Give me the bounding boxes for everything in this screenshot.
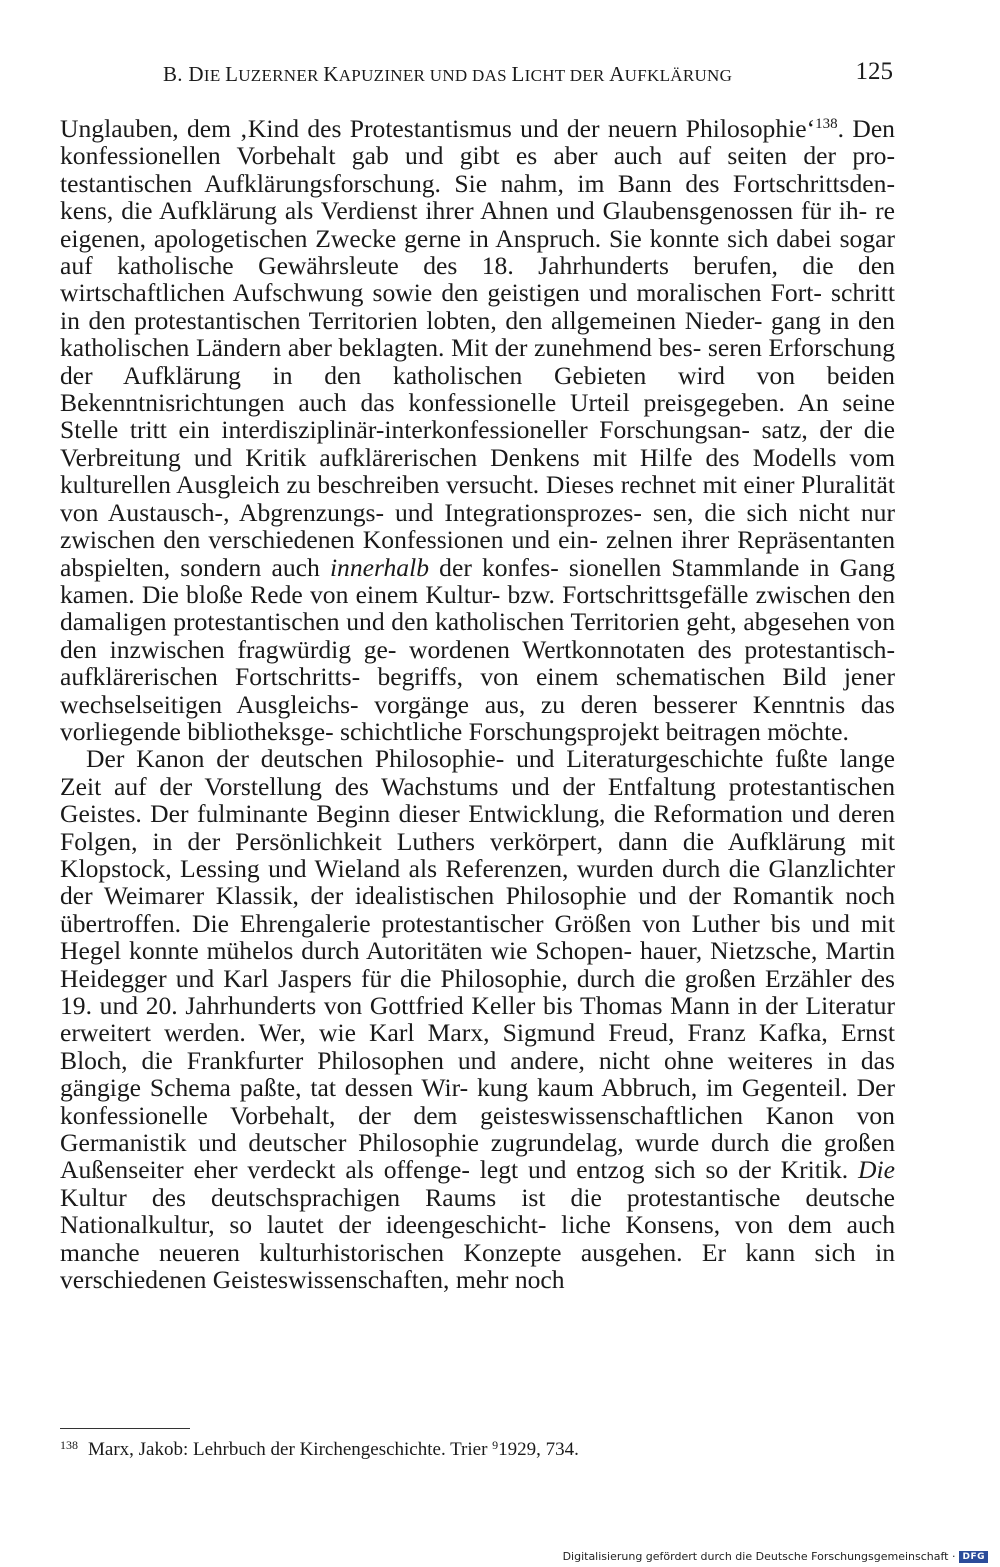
italic-emphasis: Die [858, 1155, 895, 1185]
title-cap: L [511, 62, 525, 86]
text-line: wirtschaftlichen Aufschwung sowie den geistigen und moralischen Fort- [60, 278, 822, 308]
footnote-divider [60, 1428, 190, 1429]
text-line: An seine Stelle tritt ein interdisziplinär-interkonfessioneller Forschungsan- [60, 388, 896, 445]
text-line: schritt in den protestantischen Territorien lobten, den allgemeinen Nieder- [60, 278, 895, 335]
italic-emphasis: innerhalb [329, 552, 430, 582]
text-line: Modells vom kulturellen Ausgleich zu beschreiben versucht. Dieses rechnet [60, 442, 895, 500]
text-line: ist die protestantische deutsche Nationalkultur, so lautet der ideengeschicht- [60, 1182, 895, 1240]
title-smallcaps: ICHT DER [524, 66, 610, 85]
footnote-138 [60, 1438, 895, 1462]
text-punct: . [837, 114, 845, 143]
text-line: ausgehen. Er kann sich in verschiedenen Geisteswissenschaften, mehr noch [60, 1237, 895, 1295]
page-number: 125 [855, 58, 893, 85]
text-line: schichtliche Forschungsprojekt beitragen möchte. [340, 716, 849, 746]
dfg-logo-icon: DFG [959, 1551, 988, 1563]
text-line: hauer, Nietzsche, Martin Heidegger und Karl Jaspers für die Philosophie, [60, 936, 895, 993]
text-line: re eigenen, apologetischen Zwecke gerne in Anspruch. Sie konnte sich dabei [60, 196, 895, 253]
text-line: Den konfessionellen Vorbehalt gab und gibt es aber auch auf seiten der pro- [60, 114, 895, 171]
text-line: sen, die sich nicht nur zwischen den verschiedenen Konfessionen und ein- [60, 497, 895, 555]
text-line: zugrundelag, wurde durch die großen Außenseiter eher verdeckt als offenge- [60, 1128, 896, 1185]
footnote-text: 1929, 734. [498, 1439, 579, 1460]
title-smallcaps: APUZINER UND DAS [338, 66, 512, 85]
title-cap: A [609, 62, 625, 86]
text-line: sogar auf katholische Gewährsleute des 18. Jahrhunderts berufen, die den [60, 223, 896, 281]
text-line: durch die großen Erzähler des 19. und 20. Jahrhunderts von Gottfried Keller [60, 963, 895, 1020]
text-line: deren Folgen, in der Persönlichkeit Luthers verkörpert, dann die Aufklärung [60, 799, 895, 856]
text-line: seren Erforschung der Aufklärung in den katholischen Gebieten wird von [60, 333, 896, 390]
text-line: Sigmund Freud, Franz Kafka, Ernst Bloch, die Frankfurter Philosophen und [60, 1018, 895, 1075]
text-line: katholischen Territorien geht, abgesehen von den inzwischen fragwürdig ge- [60, 607, 895, 664]
text-line: mit Klopstock, Lessing und Wieland als Referenzen, wurden durch die [60, 826, 896, 883]
text-line: Zeit auf der Vorstellung des Wachstums und der Entfaltung protestantischen [60, 771, 895, 801]
funding-credit [563, 1550, 988, 1563]
text-line: kens, die Aufklärung als Verdienst ihrer Ahnen und Glaubensgenossen für ih- [60, 196, 868, 226]
text-line: bis Thomas Mann in der Literatur erweitert werden. Wer, wie Karl Marx, [60, 991, 895, 1048]
running-title [163, 62, 732, 87]
text-line: Unglauben, dem ‚Kind des Protestantismus und der neuern Philosophie‘ [60, 114, 816, 143]
text-line: legt und entzog sich so der Kritik. [479, 1155, 859, 1185]
title-smallcaps: IE [203, 66, 226, 85]
title-cap: K [323, 62, 339, 86]
text-line: liche Konsens, von dem auch manche neueren kulturhistorischen Konzepte [60, 1210, 895, 1267]
text-line: Glanzlichter der Weimarer Klassik, der idealistischen Philosophie und der [60, 853, 895, 911]
page-header [60, 60, 893, 94]
text-line: Kultur des deutschsprachigen Raums [60, 1182, 497, 1212]
footnote-reference[interactable]: 138 [815, 116, 838, 132]
footnote-text: Marx, Jakob: Lehrbuch der Kirchengeschichte. Trier [88, 1439, 493, 1460]
title-cap: L [225, 62, 239, 86]
credit-text: Digitalisierung gefördert durch die Deutsche Forschungsgemeinschaft · [562, 1550, 956, 1563]
text-line: Romantik noch übertroffen. Die Ehrengalerie protestantischer Größen von [60, 881, 895, 938]
text-line: sionellen Stammlande in Gang kamen. Die bloße Rede von einem Kultur- [60, 552, 896, 609]
text-line: Geistes. Der fulminante Beginn dieser Entwicklung, die Reformation und [60, 799, 830, 829]
text-line: zelnen ihrer Repräsentanten abspielten, sondern auch [60, 525, 896, 582]
footnote-number: 138 [60, 1438, 78, 1452]
title-smallcaps: UZERNER [238, 66, 324, 85]
text-line: bzw. Fortschrittsgefälle zwischen den damaligen protestantischen und den [60, 579, 896, 637]
title-cap: B. D [163, 62, 204, 86]
text-line: gang in den katholischen Ländern aber beklagten. Mit der zunehmend bes- [60, 305, 895, 363]
text-line: mit einer Pluralität von Austausch-, Abgrenzungs- und Integrationsprozes- [60, 470, 895, 527]
paragraph-1 [60, 115, 895, 745]
body-text [60, 115, 895, 1293]
edition-superscript: 9 [492, 1438, 499, 1452]
text-line: satz, der die Verbreitung und Kritik aufklärerischen Denkens mit Hilfe des [60, 415, 895, 472]
text-line: begriffs, von einem schematischen Bild jener wechselseitigen Ausgleichs- [60, 662, 895, 719]
title-smallcaps: UFKLÄRUNG [624, 66, 733, 85]
text-line: testantischen Aufklärungsforschung. Sie nahm, im Bann des Fortschrittsden- [60, 168, 895, 198]
text-line: wordenen Wertkonnotaten des protestantisch-aufklärerischen Fortschritts- [60, 634, 895, 692]
text-line: kung kaum Abbruch, im Gegenteil. Der konfessionelle Vorbehalt, der dem [60, 1073, 895, 1130]
text-line: der konfes- [429, 552, 559, 582]
text-line: beiden Bekenntnisrichtungen auch das konfessionelle Urteil preisgegeben. [60, 360, 895, 418]
paragraph-2 [60, 745, 895, 1293]
text-line: geisteswissenschaftlichen Kanon von Germanistik und deutscher Philosophie [60, 1100, 895, 1158]
text-line: Luther bis und mit Hegel konnte mühelos durch Autoritäten wie Schopen- [60, 908, 896, 966]
text-line: Der Kanon der deutschen Philosophie- und Literaturgeschichte fußte lange [86, 744, 895, 774]
text-line: vorgänge aus, zu deren besserer Kenntnis das vorliegende bibliotheksge- [60, 689, 895, 746]
text-line: andere, nicht ohne weiteres in das gängige Schema paßte, tat dessen Wir- [60, 1045, 895, 1103]
